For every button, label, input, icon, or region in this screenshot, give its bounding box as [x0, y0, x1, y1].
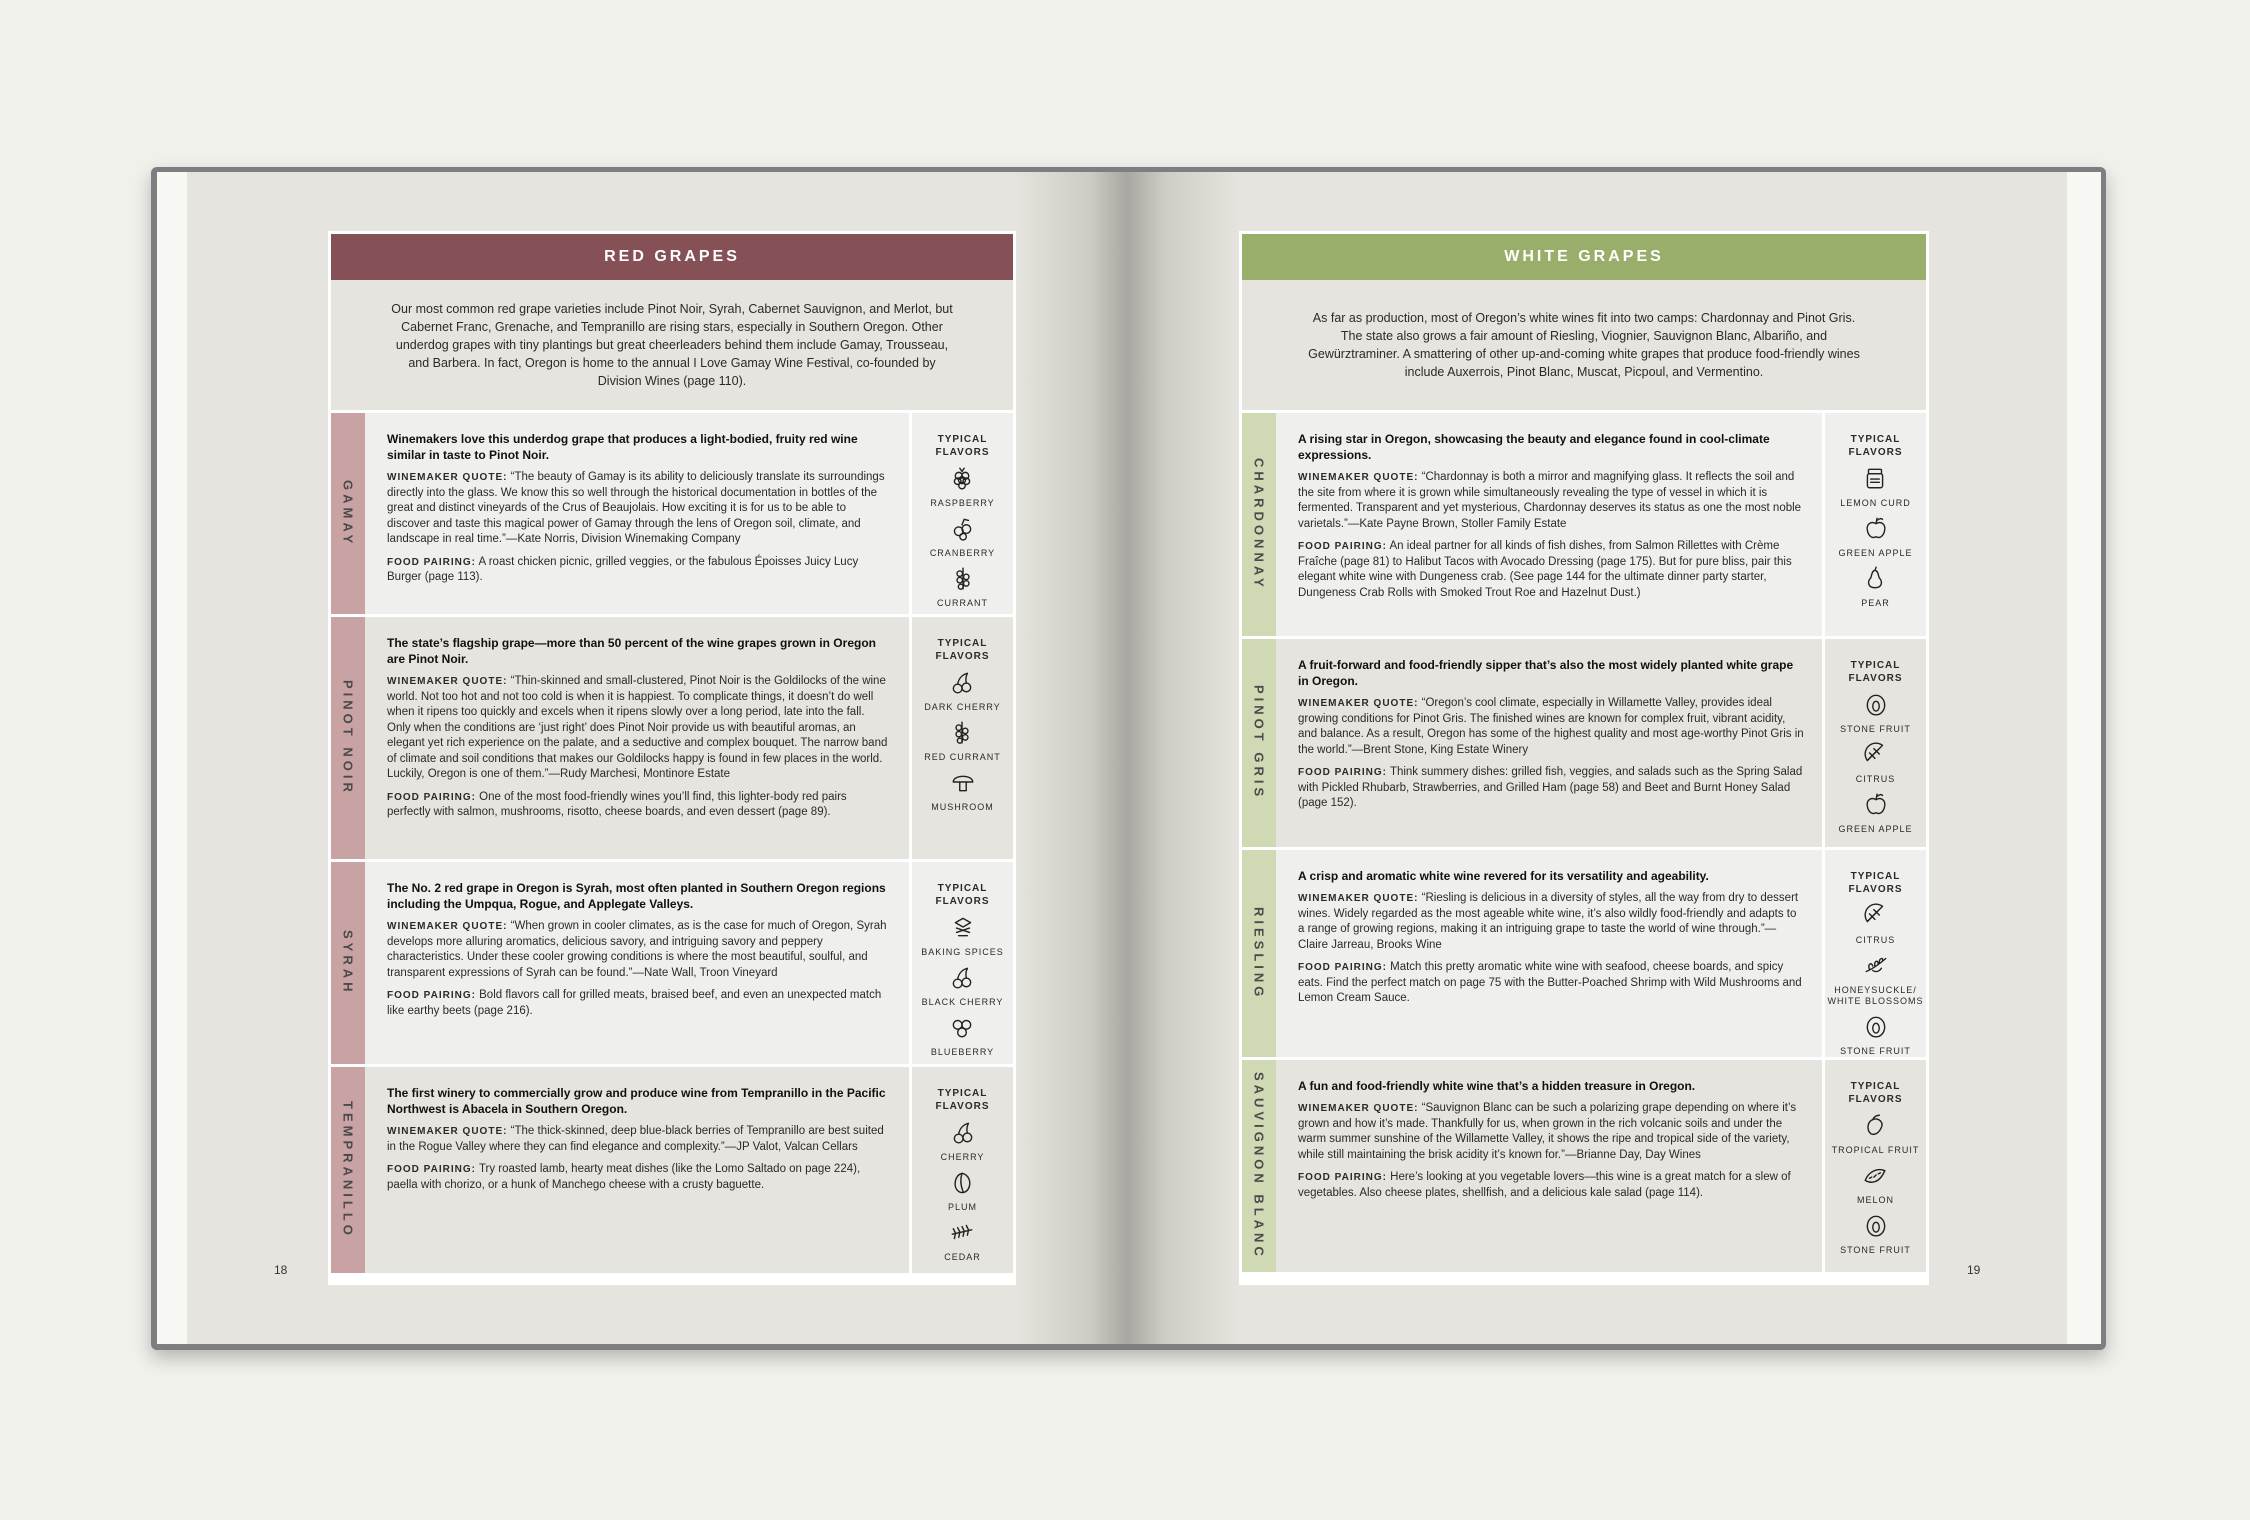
typical-flavors-title: TYPICAL FLAVORS [1848, 434, 1903, 458]
typical-flavors [909, 1067, 1013, 1273]
cranberry-icon [949, 515, 975, 546]
grape-row [1242, 1060, 1926, 1272]
flavor-item [1832, 1112, 1920, 1156]
grape-name: SAUVIGNON BLANC [1251, 1072, 1267, 1260]
flavor-item [948, 1169, 977, 1213]
grape-name-tab [1242, 1060, 1276, 1272]
cedar-icon [949, 1219, 975, 1250]
flavor-item [930, 515, 995, 559]
mushroom-icon [950, 769, 976, 800]
flavor-label: CHERRY [940, 1152, 985, 1162]
flavor-item [1856, 741, 1896, 785]
grape-name-tab [1242, 413, 1276, 636]
flavor-label: BLACK CHERRY [921, 997, 1004, 1007]
quote-text: “Sauvignon Blanc can be such a polarizing grape depending on where it’s grown and how it’s made. Thankfully for us, when grown in the rich volcanic soils and under the warm summer sunshine of the Willamette Valley, it shows the ripe and tropical side of the variety, while still maintaining the brisk acidity it’s known for.”—Brianne Day, Day Wines [1298, 1102, 1797, 1161]
flavor-label: DARK CHERRY [924, 702, 1001, 712]
winemaker-quote [387, 919, 891, 981]
flavor-item [1856, 902, 1896, 946]
grape-lead: A rising star in Oregon, showcasing the beauty and elegance found in cool-climate expressions. [1298, 432, 1770, 462]
quote-text: “When grown in cooler climates, as is the case for much of Oregon, Syrah develops more alluring aromatics, delicious savory, and intriguing savory and peppery characteristics. Under these cooler growing conditions is where the most beautiful, soulful, and transparent expressions of Syrah can be found.”—Nate Wall, Troon Vineyard [387, 920, 887, 979]
jar-icon [1862, 465, 1888, 496]
flavor-item [1838, 791, 1912, 835]
food-pairing-label: FOOD PAIRING: [1298, 541, 1387, 552]
quote-text: “Riesling is delicious in a diversity of styles, all the way from dry to dessert wines. Widely regarded as the most ageable white wine, it’s also wildly food-friendly and adapts to a range of growing regions, making it an intriguing grape to taste the world of wine through.”—Claire Jarreau, Brooks Wine [1298, 892, 1799, 951]
grape-row [1242, 850, 1926, 1060]
grape-name-tab [1242, 639, 1276, 847]
intro-text: As far as production, most of Oregon’s white wines fit into two camps: Chardonnay and Pinot Gris. The state also grows a fair amount of Riesling, Viognier, Sauvignon Blanc, Albariño, and Gewürztraminer. A smattering of other up-and-coming white grapes that produce food-friendly wines include Auxerrois, Pinot Blanc, Muscat, Picpoul, and Vermentino. [1242, 280, 1926, 413]
food-pairing-text: Match this pretty aromatic white wine with seafood, cheese boards, and spicy eats. Find the perfect match on page 75 with the Butter-Poached Shrimp with Wild Mushrooms and Lemon Cream Sauce. [1298, 961, 1802, 1004]
food-pairing-label: FOOD PAIRING: [1298, 767, 1387, 778]
grape-name: RIESLING [1251, 906, 1267, 1001]
food-pairing-text: One of the most food-friendly wines you’ll find, this lighter-body red pairs perfectly with salmon, mushrooms, risotto, cheese boards, and even dessert (page 89). [387, 790, 847, 818]
grape-name-tab [331, 1067, 365, 1273]
grape-name: TEMPRANILLO [340, 1101, 356, 1239]
grape-row [331, 862, 1013, 1067]
cherry-icon [950, 1119, 976, 1150]
food-pairing-text: An ideal partner for all kinds of fish dishes, from Salmon Rillettes with Crème Fraîche (page 81) to Halibut Tacos with Avocado Dressing (page 175). But for pure bliss, pair this elegant white wine with Dungeness crab. (See page 144 for the ultimate dinner party starter, Dungeness Crab Rolls with Smoked Trout Roe and Hazelnut Dust.) [1298, 540, 1792, 599]
grape-description [365, 1067, 909, 1273]
grape-description [1276, 413, 1822, 636]
grape-row [331, 413, 1013, 617]
melon-icon [1862, 1162, 1888, 1193]
currant-icon [949, 719, 975, 750]
grape-lead: Winemakers love this underdog grape that produces a light-bodied, fruity red wine similar in taste to Pinot Noir. [387, 432, 858, 462]
food-pairing-text: Bold flavors call for grilled meats, braised beef, and even an unexpected match like earthy beets (page 216). [387, 989, 882, 1017]
grape-description [1276, 639, 1822, 847]
flavor-item [924, 719, 1001, 763]
panel-header: RED GRAPES [331, 234, 1013, 280]
food-pairing [387, 1162, 891, 1193]
typical-flavors-title: TYPICAL FLAVORS [935, 434, 990, 458]
winemaker-quote [1298, 696, 1804, 758]
flavor-item [931, 769, 994, 813]
grape-description [1276, 1060, 1822, 1272]
grape-row [331, 617, 1013, 862]
typical-flavors-title: TYPICAL FLAVORS [935, 638, 990, 662]
quote-text: “The beauty of Gamay is its ability to deliciously translate its surroundings directly into the glass. We know this so well through the historical documentation in bottles of the great and distinct vineyards of the Crus of Beaujolais. How exciting it is for us to be able to discover and taste this magical power of Gamay through the lens of Oregon soil, climate, and landscape in real time.”—Kate Norris, Division Winemaking Company [387, 471, 885, 545]
typical-flavors-title: TYPICAL FLAVORS [1848, 660, 1903, 684]
grape-name-tab [331, 617, 365, 859]
food-pairing-label: FOOD PAIRING: [387, 556, 476, 568]
tropical-icon [1862, 1112, 1888, 1143]
flavor-label: BLUEBERRY [930, 1047, 995, 1057]
flavor-item [1840, 1212, 1911, 1256]
flavor-label: CITRUS [1855, 774, 1896, 784]
currant-icon [950, 565, 976, 596]
food-pairing-label: FOOD PAIRING: [387, 1164, 476, 1175]
flavor-item [1840, 1013, 1911, 1057]
pear-icon [1862, 565, 1888, 596]
flavor-label: STONE FRUIT [1840, 1245, 1911, 1255]
flavor-item [930, 465, 994, 509]
grape-name: PINOT GRIS [1251, 685, 1267, 801]
typical-flavors [909, 617, 1013, 859]
grape-name: GAMAY [340, 479, 356, 548]
grape-name-tab [331, 413, 365, 614]
quote-label: WINEMAKER QUOTE: [1298, 698, 1419, 709]
citrus-icon [1863, 902, 1889, 933]
flavor-label: GREEN APPLE [1838, 548, 1913, 558]
flavor-label: LEMON CURD [1840, 498, 1911, 508]
intro-text: Our most common red grape varieties include Pinot Noir, Syrah, Cabernet Sauvignon, and Merlot, but Cabernet Franc, Grenache, and Tempranillo are rising stars, especially in Southern Oregon. Other underdog grapes with tiny plantings but great cheerleaders behind them include Gamay, Trousseau, and Barbera. In fact, Oregon is home to the annual I Love Gamay Wine Festival, co-founded by Division Wines (page 110). [331, 280, 1013, 413]
blossom-icon [1863, 952, 1889, 983]
spices-icon [950, 914, 976, 945]
grape-lead: A crisp and aromatic white wine revered for its versatility and ageability. [1298, 869, 1709, 883]
quote-label: WINEMAKER QUOTE: [387, 676, 508, 687]
flavor-label: PLUM [947, 1202, 977, 1212]
grape-description [365, 617, 909, 859]
flavor-label: TROPICAL FRUIT [1831, 1145, 1920, 1155]
flavor-label: RED CURRANT [924, 752, 1001, 762]
quote-text: “The thick-skinned, deep blue-black berries of Tempranillo are best suited in the Rogue Valley where they can find elegance and complexity.”—JP Valot, Valcan Cellars [387, 1125, 884, 1153]
flavor-label: CEDAR [944, 1252, 981, 1262]
grape-lead: The state’s flagship grape—more than 50 percent of the wine grapes grown in Oregon are Pinot Noir. [387, 636, 876, 666]
winemaker-quote [1298, 470, 1804, 532]
grape-name: SYRAH [340, 930, 356, 996]
flavor-label: BAKING SPICES [921, 947, 1004, 957]
grape-name-tab [331, 862, 365, 1064]
typical-flavors [909, 862, 1013, 1064]
flavor-item [1840, 691, 1911, 735]
quote-label: WINEMAKER QUOTE: [1298, 893, 1419, 904]
typical-flavors-title: TYPICAL FLAVORS [935, 1088, 990, 1112]
grape-description [365, 862, 909, 1064]
food-pairing [387, 790, 891, 821]
flavor-item [1825, 952, 1926, 1007]
citrus-icon [1863, 741, 1889, 772]
typical-flavors [1822, 850, 1926, 1057]
white-grapes-panel [1239, 231, 1929, 1285]
red-grapes-panel [328, 231, 1016, 1285]
winemaker-quote [387, 674, 891, 783]
panel-header: WHITE GRAPES [1242, 234, 1926, 280]
typical-flavors [1822, 639, 1926, 847]
flavor-item [1861, 565, 1890, 609]
flavor-label: MUSHROOM [931, 802, 994, 812]
food-pairing [1298, 1170, 1804, 1201]
flavor-item [1857, 1162, 1894, 1206]
typical-flavors [1822, 1060, 1926, 1272]
typical-flavors-title: TYPICAL FLAVORS [1848, 871, 1903, 895]
winemaker-quote [387, 1124, 891, 1155]
flavor-label: HONEYSUCKLE/ WHITE BLOSSOMS [1827, 985, 1924, 1006]
food-pairing-label: FOOD PAIRING: [387, 791, 476, 803]
typical-flavors-title: TYPICAL FLAVORS [1848, 1081, 1903, 1105]
flavor-label: CITRUS [1855, 935, 1896, 945]
grape-description [1276, 850, 1822, 1057]
food-pairing-label: FOOD PAIRING: [387, 990, 476, 1001]
food-pairing [1298, 960, 1804, 1007]
flavor-item [931, 1014, 994, 1058]
flavor-label: GREEN APPLE [1838, 824, 1913, 834]
food-pairing [1298, 765, 1804, 812]
flavor-label: STONE FRUIT [1840, 724, 1911, 734]
flavor-label: PEAR [1861, 598, 1890, 608]
food-pairing-text: A roast chicken picnic, grilled veggies, or the fabulous Époisses Juicy Lucy Burger (page 113). [387, 555, 859, 583]
flavor-label: CRANBERRY [929, 548, 996, 558]
typical-flavors [909, 413, 1013, 614]
grape-row [331, 1067, 1013, 1273]
flavor-item [944, 1219, 981, 1263]
quote-text: “Thin-skinned and small-clustered, Pinot Noir is the Goldilocks of the wine world. Not too hot and not too cold is when it is happiest. To complicate things, it doesn’t do well when it ripens too quickly and excels when it ripens slowly over a long period, late into the fall. Only when the conditions are ‘just right’ does Pinot Noir provide us with beautiful aromas, an elegant yet rich experience on the palate, and a seductive and complex bouquet. The narrow band of climate and soil conditions that makes our Goldilocks happy is found in few places in the world. Luckily, Oregon is one of them.”—Rudy Marchesi, Montinore Estate [387, 675, 888, 780]
food-pairing-text: Here’s looking at you vegetable lovers—this wine is a great match for a slew of vegetables. Also cheese plates, shellfish, and a delicious kale salad (page 114). [1298, 1171, 1791, 1199]
stone-fruit-icon [1863, 1212, 1889, 1243]
page-number-right: 19 [1967, 1263, 1981, 1277]
grape-row [1242, 639, 1926, 850]
raspberry-icon [949, 465, 975, 496]
quote-text: “Chardonnay is both a mirror and magnifying glass. It reflects the soil and the site from where it is grown while simultaneously revealing the type of vessel in which it is fermented. Transparent and yet mysterious, Chardonnay deserves its status as one the most noble varietals.”—Kate Payne Brown, Stoller Family Estate [1298, 471, 1802, 530]
flavor-item [1838, 515, 1912, 559]
quote-label: WINEMAKER QUOTE: [1298, 1103, 1419, 1114]
grape-lead: A fruit-forward and food-friendly sipper that’s also the most widely planted white grape in Oregon. [1298, 658, 1794, 688]
apple-icon [1863, 791, 1889, 822]
stone-fruit-icon [1863, 691, 1889, 722]
food-pairing-text: Think summery dishes: grilled fish, veggies, and salads such as the Spring Salad with Pickled Rhubarb, Strawberries, and Grilled Ham (page 58) and Beet and Burnt Honey Salad (page 152). [1298, 766, 1803, 809]
flavor-item [937, 565, 988, 609]
flavor-item [1840, 465, 1911, 509]
food-pairing [387, 555, 891, 586]
page-number-left: 18 [274, 1263, 288, 1277]
grape-description [365, 413, 909, 614]
winemaker-quote [1298, 891, 1804, 953]
flavor-label: MELON [1856, 1195, 1894, 1205]
flavor-item [924, 669, 1000, 713]
plum-icon [949, 1169, 975, 1200]
quote-label: WINEMAKER QUOTE: [387, 921, 508, 932]
flavor-item [941, 1119, 985, 1163]
grape-lead: A fun and food-friendly white wine that’s a hidden treasure in Oregon. [1298, 1079, 1696, 1093]
grape-name: CHARDONNAY [1251, 458, 1267, 591]
quote-label: WINEMAKER QUOTE: [387, 472, 508, 483]
stone-fruit-icon [1863, 1013, 1889, 1044]
typical-flavors [1822, 413, 1926, 636]
flavor-label: CURRANT [937, 598, 988, 608]
food-pairing [387, 988, 891, 1019]
blueberry-icon [949, 1014, 975, 1045]
flavor-label: RASPBERRY [930, 498, 995, 508]
food-pairing [1298, 539, 1804, 601]
cherry-icon [949, 964, 975, 995]
cherry-icon [949, 669, 975, 700]
flavor-item [922, 964, 1004, 1008]
typical-flavors-title: TYPICAL FLAVORS [935, 883, 990, 907]
food-pairing-label: FOOD PAIRING: [1298, 1172, 1387, 1183]
grape-name: PINOT NOIR [340, 680, 356, 796]
grape-lead: The No. 2 red grape in Oregon is Syrah, most often planted in Southern Oregon regions including the Umpqua, Rogue, and Applegate Valleys. [387, 881, 886, 911]
food-pairing-text: Try roasted lamb, hearty meat dishes (like the Lomo Saltado on page 224), paella with chorizo, or a hunk of Manchego cheese with a crusty baguette. [387, 1163, 861, 1191]
food-pairing-label: FOOD PAIRING: [1298, 962, 1387, 973]
flavor-item [921, 914, 1004, 958]
quote-label: WINEMAKER QUOTE: [1298, 472, 1419, 483]
quote-text: “Oregon’s cool climate, especially in Willamette Valley, provides ideal growing conditions for Pinot Gris. The finished wines are known for complex fruit, vibrant acidity, and balance. As a result, Oregon has some of the highest quality and most age-worthy Pinot Gris in the world.”—Brent Stone, King Estate Winery [1298, 697, 1804, 756]
winemaker-quote [387, 470, 891, 548]
apple-icon [1863, 515, 1889, 546]
grape-lead: The first winery to commercially grow and produce wine from Tempranillo in the Pacific Northwest is Abacela in Southern Oregon. [387, 1086, 886, 1116]
winemaker-quote [1298, 1101, 1804, 1163]
grape-name-tab [1242, 850, 1276, 1057]
flavor-label: STONE FRUIT [1840, 1046, 1911, 1056]
grape-row [1242, 413, 1926, 639]
quote-label: WINEMAKER QUOTE: [387, 1126, 508, 1137]
